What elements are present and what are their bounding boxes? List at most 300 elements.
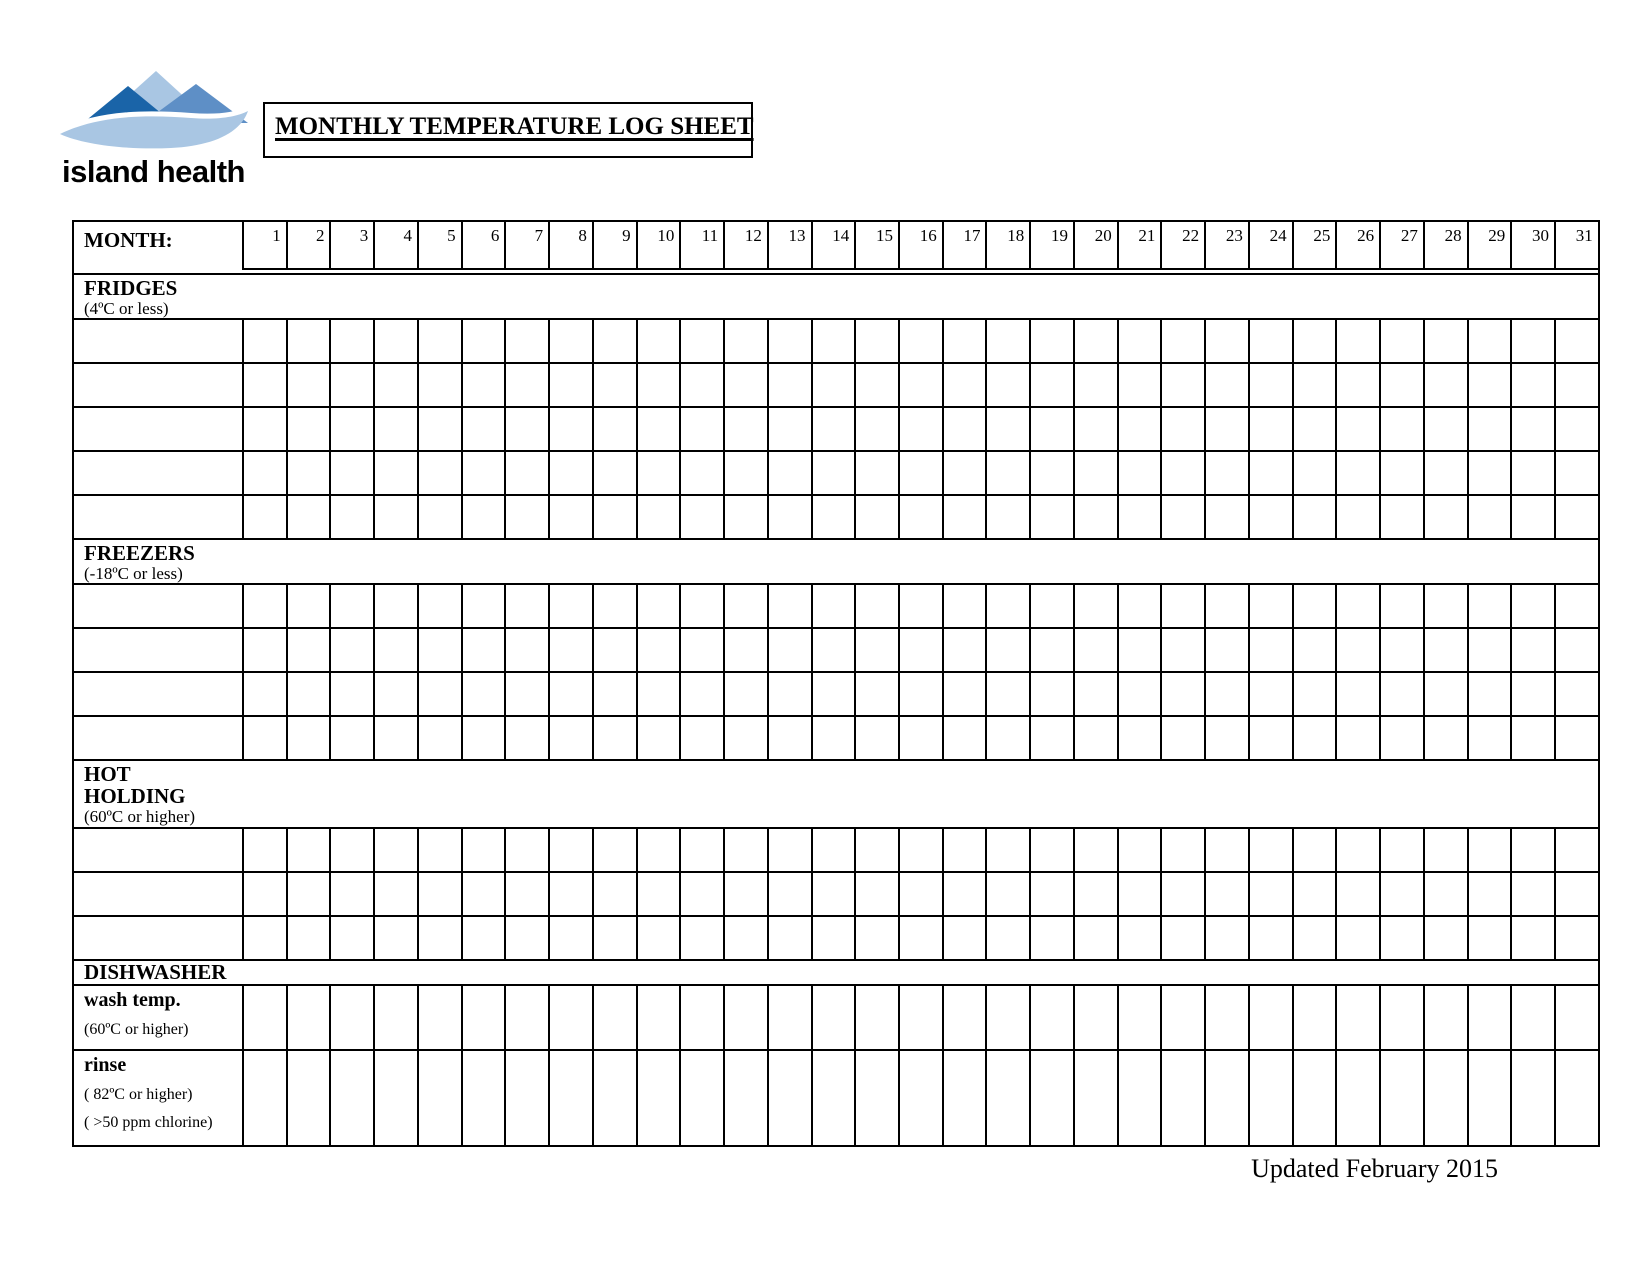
day-cell bbox=[1510, 452, 1554, 494]
day-cell bbox=[1292, 585, 1336, 627]
day-cell bbox=[1467, 986, 1511, 1049]
day-cell bbox=[1335, 986, 1379, 1049]
day-cell bbox=[1117, 496, 1161, 538]
day-cell bbox=[1292, 496, 1336, 538]
row-label-rinse bbox=[74, 1051, 242, 1145]
day-cell bbox=[854, 585, 898, 627]
row-label-cell bbox=[74, 496, 242, 538]
day-cell bbox=[373, 986, 417, 1049]
day-cell bbox=[679, 408, 723, 450]
day-cell bbox=[1335, 320, 1379, 362]
day-cell bbox=[1467, 873, 1511, 915]
day-cell bbox=[417, 629, 461, 671]
section-note-line: (-18ºC or less) bbox=[84, 564, 183, 583]
day-cell bbox=[1204, 320, 1248, 362]
day-cell bbox=[548, 408, 592, 450]
day-cell bbox=[811, 673, 855, 715]
day-cell bbox=[1029, 452, 1073, 494]
day-cell bbox=[767, 629, 811, 671]
day-cell bbox=[461, 452, 505, 494]
day-cell bbox=[1510, 986, 1554, 1049]
day-cell bbox=[1117, 673, 1161, 715]
day-cell bbox=[898, 986, 942, 1049]
day-cell bbox=[592, 408, 636, 450]
day-cell bbox=[942, 873, 986, 915]
day-cell bbox=[723, 320, 767, 362]
day-cell bbox=[679, 320, 723, 362]
day-cell bbox=[242, 1051, 286, 1145]
day-cell bbox=[1204, 629, 1248, 671]
day-cell bbox=[286, 320, 330, 362]
day-cell bbox=[1292, 629, 1336, 671]
day-cell bbox=[1510, 873, 1554, 915]
row-note-line: ( >50 ppm chlorine) bbox=[84, 1114, 213, 1131]
day-cell bbox=[1467, 320, 1511, 362]
day-cell bbox=[985, 717, 1029, 759]
data-row-fridges bbox=[74, 320, 1598, 364]
section-header-hot-holding bbox=[74, 761, 1598, 829]
day-header-cell: 13 bbox=[767, 222, 811, 270]
day-cell bbox=[811, 585, 855, 627]
day-cell bbox=[898, 585, 942, 627]
day-cell bbox=[1292, 673, 1336, 715]
island-health-logo-text: island health bbox=[62, 154, 245, 189]
row-label-cell bbox=[74, 717, 242, 759]
day-cell bbox=[1204, 452, 1248, 494]
day-cell bbox=[1248, 408, 1292, 450]
day-cell bbox=[1029, 829, 1073, 871]
day-cell bbox=[1423, 1051, 1467, 1145]
day-cell bbox=[636, 717, 680, 759]
day-cell bbox=[1554, 452, 1598, 494]
day-cell bbox=[636, 320, 680, 362]
day-cell bbox=[242, 829, 286, 871]
day-cell bbox=[504, 673, 548, 715]
day-cell bbox=[329, 585, 373, 627]
day-cell bbox=[417, 364, 461, 406]
day-cell bbox=[1554, 629, 1598, 671]
day-cell bbox=[417, 585, 461, 627]
day-cell bbox=[461, 364, 505, 406]
day-cell bbox=[461, 408, 505, 450]
day-cell bbox=[811, 986, 855, 1049]
day-cell bbox=[854, 986, 898, 1049]
day-cell bbox=[461, 717, 505, 759]
day-cell bbox=[1160, 629, 1204, 671]
day-cell bbox=[1117, 408, 1161, 450]
day-cell bbox=[329, 320, 373, 362]
day-cell bbox=[1379, 1051, 1423, 1145]
day-cell bbox=[417, 496, 461, 538]
day-cell bbox=[461, 585, 505, 627]
day-cell bbox=[504, 917, 548, 959]
day-cell bbox=[373, 452, 417, 494]
day-cell bbox=[242, 496, 286, 538]
day-cell bbox=[1160, 917, 1204, 959]
day-cell bbox=[679, 717, 723, 759]
day-cell bbox=[854, 629, 898, 671]
day-cell bbox=[723, 717, 767, 759]
day-cell bbox=[1510, 917, 1554, 959]
day-cell bbox=[1029, 408, 1073, 450]
day-cell bbox=[1467, 408, 1511, 450]
day-cell bbox=[373, 364, 417, 406]
day-cell bbox=[1467, 717, 1511, 759]
day-cell bbox=[1029, 873, 1073, 915]
day-cell bbox=[504, 829, 548, 871]
day-cell bbox=[329, 408, 373, 450]
day-cell bbox=[1554, 1051, 1598, 1145]
day-cell bbox=[592, 917, 636, 959]
day-cell bbox=[548, 717, 592, 759]
day-cell bbox=[767, 673, 811, 715]
day-cell bbox=[1160, 452, 1204, 494]
day-cell bbox=[679, 1051, 723, 1145]
day-cell bbox=[1379, 496, 1423, 538]
day-cell bbox=[942, 320, 986, 362]
day-cell bbox=[461, 320, 505, 362]
day-header-cell: 8 bbox=[548, 222, 592, 270]
day-cell bbox=[811, 496, 855, 538]
day-cell bbox=[286, 1051, 330, 1145]
day-cell bbox=[329, 629, 373, 671]
day-cell bbox=[1379, 364, 1423, 406]
day-cell bbox=[592, 829, 636, 871]
day-cell bbox=[1248, 917, 1292, 959]
day-cell bbox=[942, 408, 986, 450]
day-cell bbox=[1029, 320, 1073, 362]
day-cell bbox=[723, 629, 767, 671]
day-cell bbox=[1204, 986, 1248, 1049]
day-cell bbox=[1160, 496, 1204, 538]
page-title: MONTHLY TEMPERATURE LOG SHEET bbox=[275, 113, 754, 140]
day-cell bbox=[1423, 320, 1467, 362]
day-cell bbox=[504, 320, 548, 362]
day-cell bbox=[1423, 917, 1467, 959]
day-cell bbox=[1423, 829, 1467, 871]
day-cell bbox=[329, 873, 373, 915]
temperature-log-table bbox=[72, 220, 1600, 1147]
day-cell bbox=[1510, 585, 1554, 627]
day-header-cell: 7 bbox=[504, 222, 548, 270]
day-cell bbox=[1335, 585, 1379, 627]
day-cell bbox=[767, 452, 811, 494]
day-header-cell: 6 bbox=[461, 222, 505, 270]
day-cell bbox=[898, 1051, 942, 1145]
day-cell bbox=[242, 364, 286, 406]
day-cell bbox=[1073, 873, 1117, 915]
section-note-line: (60ºC or higher) bbox=[84, 807, 196, 826]
day-cell bbox=[417, 320, 461, 362]
day-cell bbox=[1554, 917, 1598, 959]
day-cell bbox=[985, 364, 1029, 406]
day-cell bbox=[811, 1051, 855, 1145]
day-cell bbox=[1335, 917, 1379, 959]
day-cell bbox=[1117, 320, 1161, 362]
day-cell bbox=[286, 829, 330, 871]
day-cell bbox=[1029, 496, 1073, 538]
day-cell bbox=[548, 873, 592, 915]
day-cell bbox=[636, 496, 680, 538]
day-cell bbox=[286, 408, 330, 450]
day-cell bbox=[1073, 585, 1117, 627]
day-cell bbox=[1029, 673, 1073, 715]
day-cell bbox=[1248, 717, 1292, 759]
day-cell bbox=[1467, 585, 1511, 627]
day-cell bbox=[1160, 717, 1204, 759]
day-cell bbox=[286, 986, 330, 1049]
day-cell bbox=[1379, 452, 1423, 494]
day-cell bbox=[504, 873, 548, 915]
day-cell bbox=[1467, 629, 1511, 671]
day-cell bbox=[1467, 452, 1511, 494]
day-cell bbox=[1073, 717, 1117, 759]
day-cell bbox=[811, 917, 855, 959]
data-row-hot-holding bbox=[74, 829, 1598, 873]
day-cell bbox=[1204, 364, 1248, 406]
day-cell bbox=[636, 917, 680, 959]
row-rinse bbox=[74, 1051, 1598, 1145]
day-cell bbox=[592, 320, 636, 362]
day-cell bbox=[548, 829, 592, 871]
day-cell bbox=[242, 408, 286, 450]
data-row-freezers bbox=[74, 717, 1598, 761]
day-cell bbox=[854, 1051, 898, 1145]
day-cell bbox=[1292, 717, 1336, 759]
day-cell bbox=[767, 408, 811, 450]
day-cell bbox=[592, 717, 636, 759]
day-cell bbox=[1379, 585, 1423, 627]
section-name-line: DISHWASHER bbox=[84, 960, 227, 984]
day-cell bbox=[242, 452, 286, 494]
day-cell bbox=[1248, 452, 1292, 494]
day-cell bbox=[548, 585, 592, 627]
day-cell bbox=[1117, 452, 1161, 494]
day-cell bbox=[1117, 1051, 1161, 1145]
data-row-hot-holding bbox=[74, 873, 1598, 917]
day-cell bbox=[286, 629, 330, 671]
day-header-cell: 17 bbox=[942, 222, 986, 270]
day-cell bbox=[1073, 829, 1117, 871]
day-header-cell: 25 bbox=[1292, 222, 1336, 270]
day-cell bbox=[723, 364, 767, 406]
day-cell bbox=[636, 629, 680, 671]
day-cell bbox=[461, 873, 505, 915]
day-cell bbox=[592, 673, 636, 715]
data-row-freezers bbox=[74, 585, 1598, 629]
day-cell bbox=[854, 320, 898, 362]
day-cell bbox=[679, 986, 723, 1049]
day-cell bbox=[461, 496, 505, 538]
day-cell bbox=[1160, 320, 1204, 362]
day-cell bbox=[1204, 673, 1248, 715]
row-label-cell bbox=[74, 629, 242, 671]
day-cell bbox=[1160, 986, 1204, 1049]
day-cell bbox=[636, 364, 680, 406]
day-cell bbox=[1204, 585, 1248, 627]
day-header-cell: 15 bbox=[854, 222, 898, 270]
day-cell bbox=[417, 673, 461, 715]
day-cell bbox=[242, 986, 286, 1049]
day-cell bbox=[723, 585, 767, 627]
day-cell bbox=[242, 717, 286, 759]
row-note-line: (60ºC or higher) bbox=[84, 1021, 189, 1038]
row-label-cell bbox=[74, 917, 242, 959]
day-cell bbox=[1117, 829, 1161, 871]
day-cell bbox=[811, 629, 855, 671]
day-cell bbox=[679, 829, 723, 871]
section-name-line: HOLDING bbox=[84, 784, 186, 808]
day-cell bbox=[1335, 829, 1379, 871]
day-cell bbox=[679, 917, 723, 959]
day-cell bbox=[1467, 1051, 1511, 1145]
section-name-line: HOT bbox=[84, 762, 131, 786]
section-name-line: FRIDGES bbox=[84, 276, 178, 300]
day-header-cell: 3 bbox=[329, 222, 373, 270]
section-header-dishwasher bbox=[74, 961, 1598, 986]
day-cell bbox=[461, 673, 505, 715]
day-cell bbox=[636, 829, 680, 871]
day-cell bbox=[461, 829, 505, 871]
day-cell bbox=[1423, 452, 1467, 494]
data-row-fridges bbox=[74, 408, 1598, 452]
day-cell bbox=[1292, 873, 1336, 915]
day-cell bbox=[373, 829, 417, 871]
day-cell bbox=[985, 452, 1029, 494]
section-name-line: FREEZERS bbox=[84, 541, 195, 565]
day-cell bbox=[942, 496, 986, 538]
day-cell bbox=[1073, 408, 1117, 450]
day-cell bbox=[548, 917, 592, 959]
day-cell bbox=[636, 1051, 680, 1145]
day-cell bbox=[723, 673, 767, 715]
day-cell bbox=[854, 496, 898, 538]
day-cell bbox=[854, 408, 898, 450]
day-cell bbox=[1510, 496, 1554, 538]
day-cell bbox=[1510, 717, 1554, 759]
day-cell bbox=[1160, 585, 1204, 627]
day-cell bbox=[636, 986, 680, 1049]
day-cell bbox=[504, 408, 548, 450]
day-cell bbox=[1292, 408, 1336, 450]
day-cell bbox=[636, 673, 680, 715]
day-cell bbox=[1510, 829, 1554, 871]
day-cell bbox=[329, 986, 373, 1049]
day-cell bbox=[985, 829, 1029, 871]
day-cell bbox=[679, 673, 723, 715]
day-cell bbox=[1029, 629, 1073, 671]
day-cell bbox=[767, 1051, 811, 1145]
day-cell bbox=[1073, 496, 1117, 538]
day-cell bbox=[811, 873, 855, 915]
day-cell bbox=[242, 585, 286, 627]
day-cell bbox=[767, 717, 811, 759]
day-cell bbox=[1248, 364, 1292, 406]
day-cell bbox=[1554, 673, 1598, 715]
day-cell bbox=[1117, 629, 1161, 671]
day-cell bbox=[548, 673, 592, 715]
row-label-cell bbox=[74, 829, 242, 871]
day-cell bbox=[286, 585, 330, 627]
day-cell bbox=[1248, 629, 1292, 671]
island-health-logo bbox=[56, 62, 266, 192]
day-cell bbox=[373, 673, 417, 715]
day-cell bbox=[942, 917, 986, 959]
day-cell bbox=[1423, 364, 1467, 406]
section-label-fridges bbox=[74, 275, 177, 318]
day-cell bbox=[373, 496, 417, 538]
day-cell bbox=[548, 496, 592, 538]
day-cell bbox=[548, 629, 592, 671]
day-cell bbox=[1029, 717, 1073, 759]
day-cell bbox=[1029, 585, 1073, 627]
day-cell bbox=[1292, 452, 1336, 494]
day-cell bbox=[1335, 1051, 1379, 1145]
day-cell bbox=[767, 496, 811, 538]
day-cell bbox=[1467, 829, 1511, 871]
day-cell bbox=[1335, 452, 1379, 494]
day-cell bbox=[1292, 1051, 1336, 1145]
day-cell bbox=[1204, 873, 1248, 915]
day-cell bbox=[592, 585, 636, 627]
day-cell bbox=[592, 364, 636, 406]
day-cell bbox=[1335, 873, 1379, 915]
day-cell bbox=[1160, 408, 1204, 450]
day-cell bbox=[461, 1051, 505, 1145]
day-cell bbox=[1379, 917, 1423, 959]
day-cell bbox=[723, 917, 767, 959]
day-cell bbox=[417, 717, 461, 759]
day-cell bbox=[592, 986, 636, 1049]
day-cell bbox=[1335, 673, 1379, 715]
day-cell bbox=[1160, 673, 1204, 715]
day-cell bbox=[548, 986, 592, 1049]
day-cell bbox=[417, 1051, 461, 1145]
day-cell bbox=[1467, 917, 1511, 959]
day-cell bbox=[636, 585, 680, 627]
day-header-cell: 20 bbox=[1073, 222, 1117, 270]
day-cell bbox=[1335, 629, 1379, 671]
day-cell bbox=[1117, 364, 1161, 406]
day-cell bbox=[898, 452, 942, 494]
data-row-fridges bbox=[74, 496, 1598, 540]
day-header-cell: 28 bbox=[1423, 222, 1467, 270]
row-label-cell bbox=[74, 452, 242, 494]
day-cell bbox=[942, 717, 986, 759]
day-cell bbox=[1204, 829, 1248, 871]
day-cell bbox=[1248, 986, 1292, 1049]
day-cell bbox=[811, 320, 855, 362]
day-cell bbox=[898, 873, 942, 915]
day-cell bbox=[1510, 408, 1554, 450]
day-cell bbox=[854, 917, 898, 959]
day-cell bbox=[1204, 496, 1248, 538]
day-header-cell: 30 bbox=[1510, 222, 1554, 270]
day-cell bbox=[1073, 917, 1117, 959]
day-cell bbox=[373, 717, 417, 759]
day-cell bbox=[1117, 917, 1161, 959]
day-cell bbox=[679, 629, 723, 671]
day-cell bbox=[1248, 585, 1292, 627]
day-cell bbox=[1554, 829, 1598, 871]
day-cell bbox=[1423, 496, 1467, 538]
day-cell bbox=[985, 873, 1029, 915]
day-cell bbox=[811, 717, 855, 759]
day-cell bbox=[417, 986, 461, 1049]
day-cell bbox=[1204, 408, 1248, 450]
day-cell bbox=[679, 364, 723, 406]
row-label-cell bbox=[74, 408, 242, 450]
